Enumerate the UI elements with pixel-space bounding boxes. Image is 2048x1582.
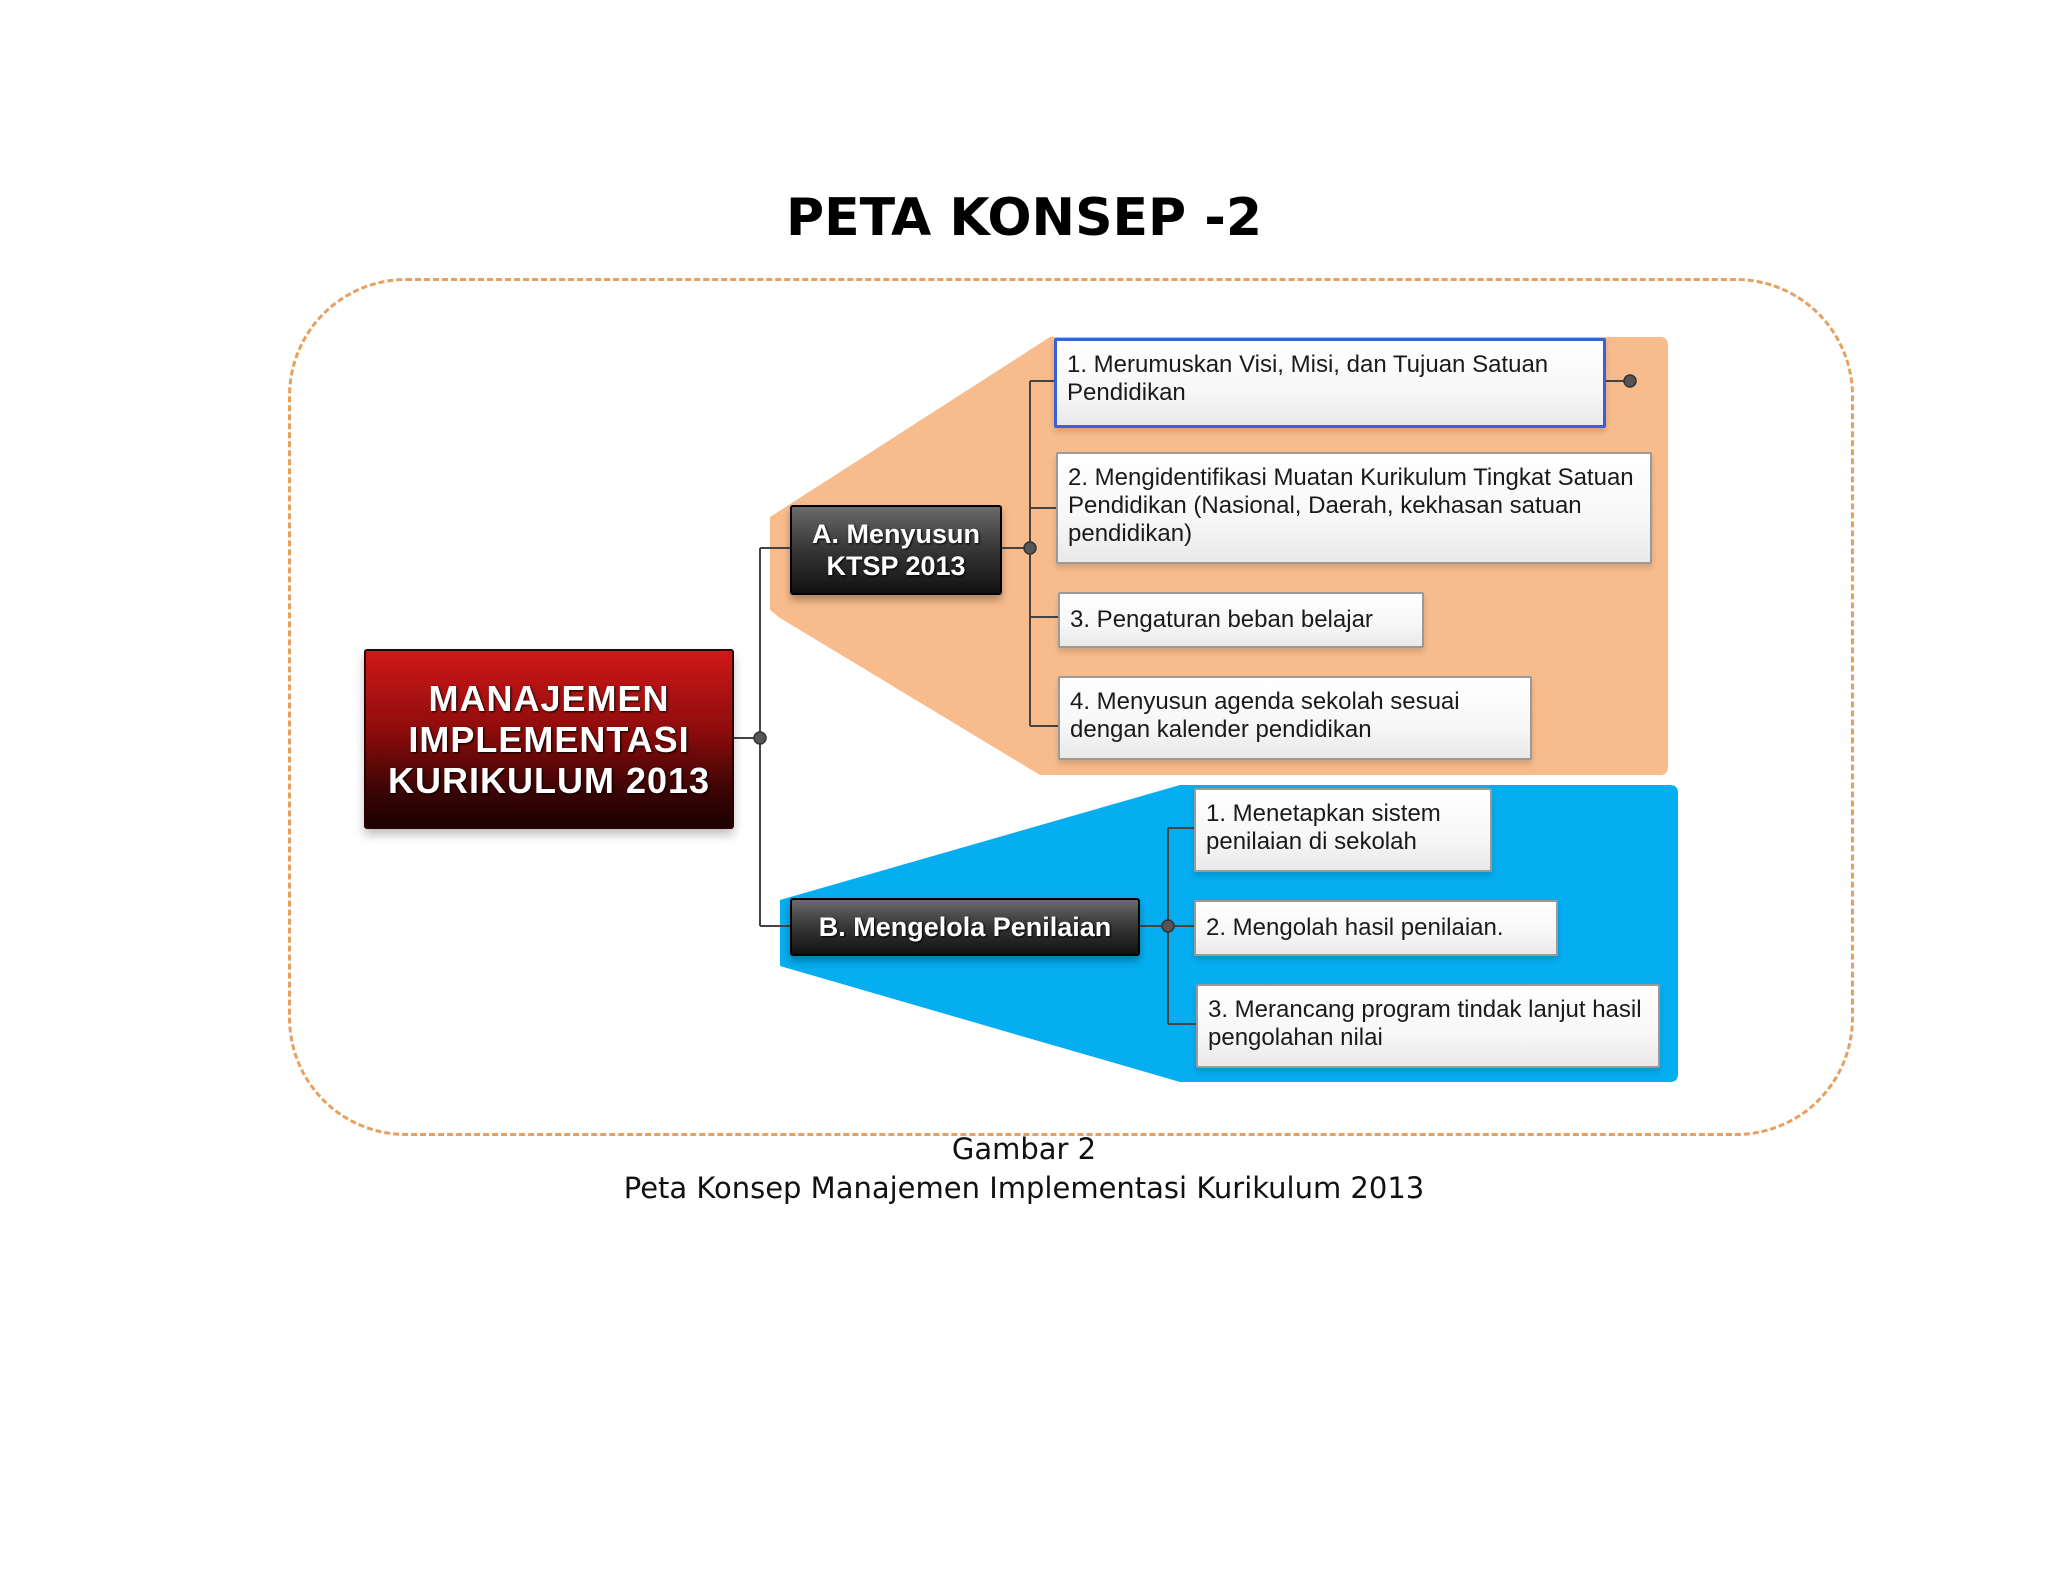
junction-branch-a [1024, 542, 1036, 554]
junction-branch-b [1162, 920, 1174, 932]
item-b2[interactable]: 2. Mengolah hasil penilaian. [1194, 900, 1558, 956]
branch-node-a[interactable]: A. Menyusun KTSP 2013 [790, 505, 1002, 595]
page-title: PETA KONSEP -2 [785, 188, 1263, 248]
branch-node-b[interactable]: B. Mengelola Penilaian [790, 898, 1140, 956]
junction-main [754, 732, 766, 744]
junction-item-a1 [1624, 375, 1636, 387]
item-b3[interactable]: 3. Merancang program tindak lanjut hasil pengolahan nilai [1196, 984, 1660, 1068]
item-a1[interactable]: 1. Merumuskan Visi, Misi, dan Tujuan Satuan Pendidikan [1054, 338, 1606, 428]
item-b1[interactable]: 1. Menetapkan sistem penilaian di sekolah [1194, 788, 1492, 872]
figure-caption-number: Gambar 2 [951, 1132, 1097, 1166]
item-a2[interactable]: 2. Mengidentifikasi Muatan Kurikulum Tingkat Satuan Pendidikan (Nasional, Daerah, kekhasan satuan pendidikan) [1056, 452, 1652, 564]
figure-caption-text: Peta Konsep Manajemen Implementasi Kurikulum 2013 [623, 1171, 1425, 1205]
main-node[interactable]: MANAJEMEN IMPLEMENTASI KURIKULUM 2013 [364, 649, 734, 829]
item-a3[interactable]: 3. Pengaturan beban belajar [1058, 592, 1424, 648]
item-a4[interactable]: 4. Menyusun agenda sekolah sesuai dengan kalender pendidikan [1058, 676, 1532, 760]
